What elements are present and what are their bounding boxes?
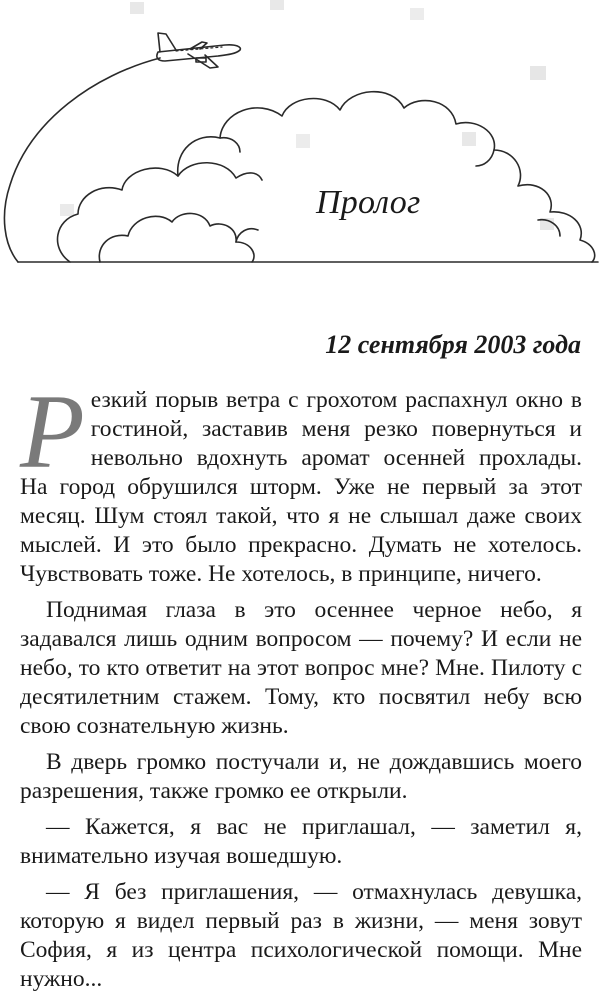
paragraph-1 — [20, 373, 582, 589]
paragraph-1-text: езкий порыв ветра с грохотом распахнул окно в гостиной, заставив меня резко повернуться и невольно вдохнуть аромат осенней прохлады. На город обрушился шторм. Уже не первый за этот месяц. Шум стоял такой, что я не слышал даже своих мыслей. И это было прекрасно. Думать не хотелось. Чувствовать тоже. Не хотелось, в принципе, ничего. — [20, 387, 582, 587]
paragraph-4: — Кажется, я вас не приглашал, — заметил я, внимательно изучая вошедшую. — [20, 814, 582, 869]
drop-cap: Р — [20, 373, 85, 490]
paragraph-2: Поднимая глаза в это осеннее черное небо, я задавался лишь одним вопросом — почему? И если не небо, то кто ответит на этот вопрос мне? Мне. Пилоту с десятилетним стажем. Тому, кто посвятил небу всю свою сознательную жизнь. — [20, 597, 582, 739]
chapter-date: 12 сентября 2003 года — [325, 330, 581, 359]
airplane-clouds-illustration — [0, 0, 601, 270]
header-illustration — [0, 0, 601, 270]
paragraph-5: — Я без приглашения, — отмахнулась девушка, которую я видел первый раз в жизни, — меня зовут София, я из центра психологической помощи. Мне нужно... — [20, 879, 582, 992]
paragraph-3: В дверь громко постучали и, не дождавшись моего разрешения, также громко ее открыли. — [20, 749, 582, 804]
chapter-body — [20, 373, 582, 994]
chapter-title: Пролог — [316, 184, 421, 221]
